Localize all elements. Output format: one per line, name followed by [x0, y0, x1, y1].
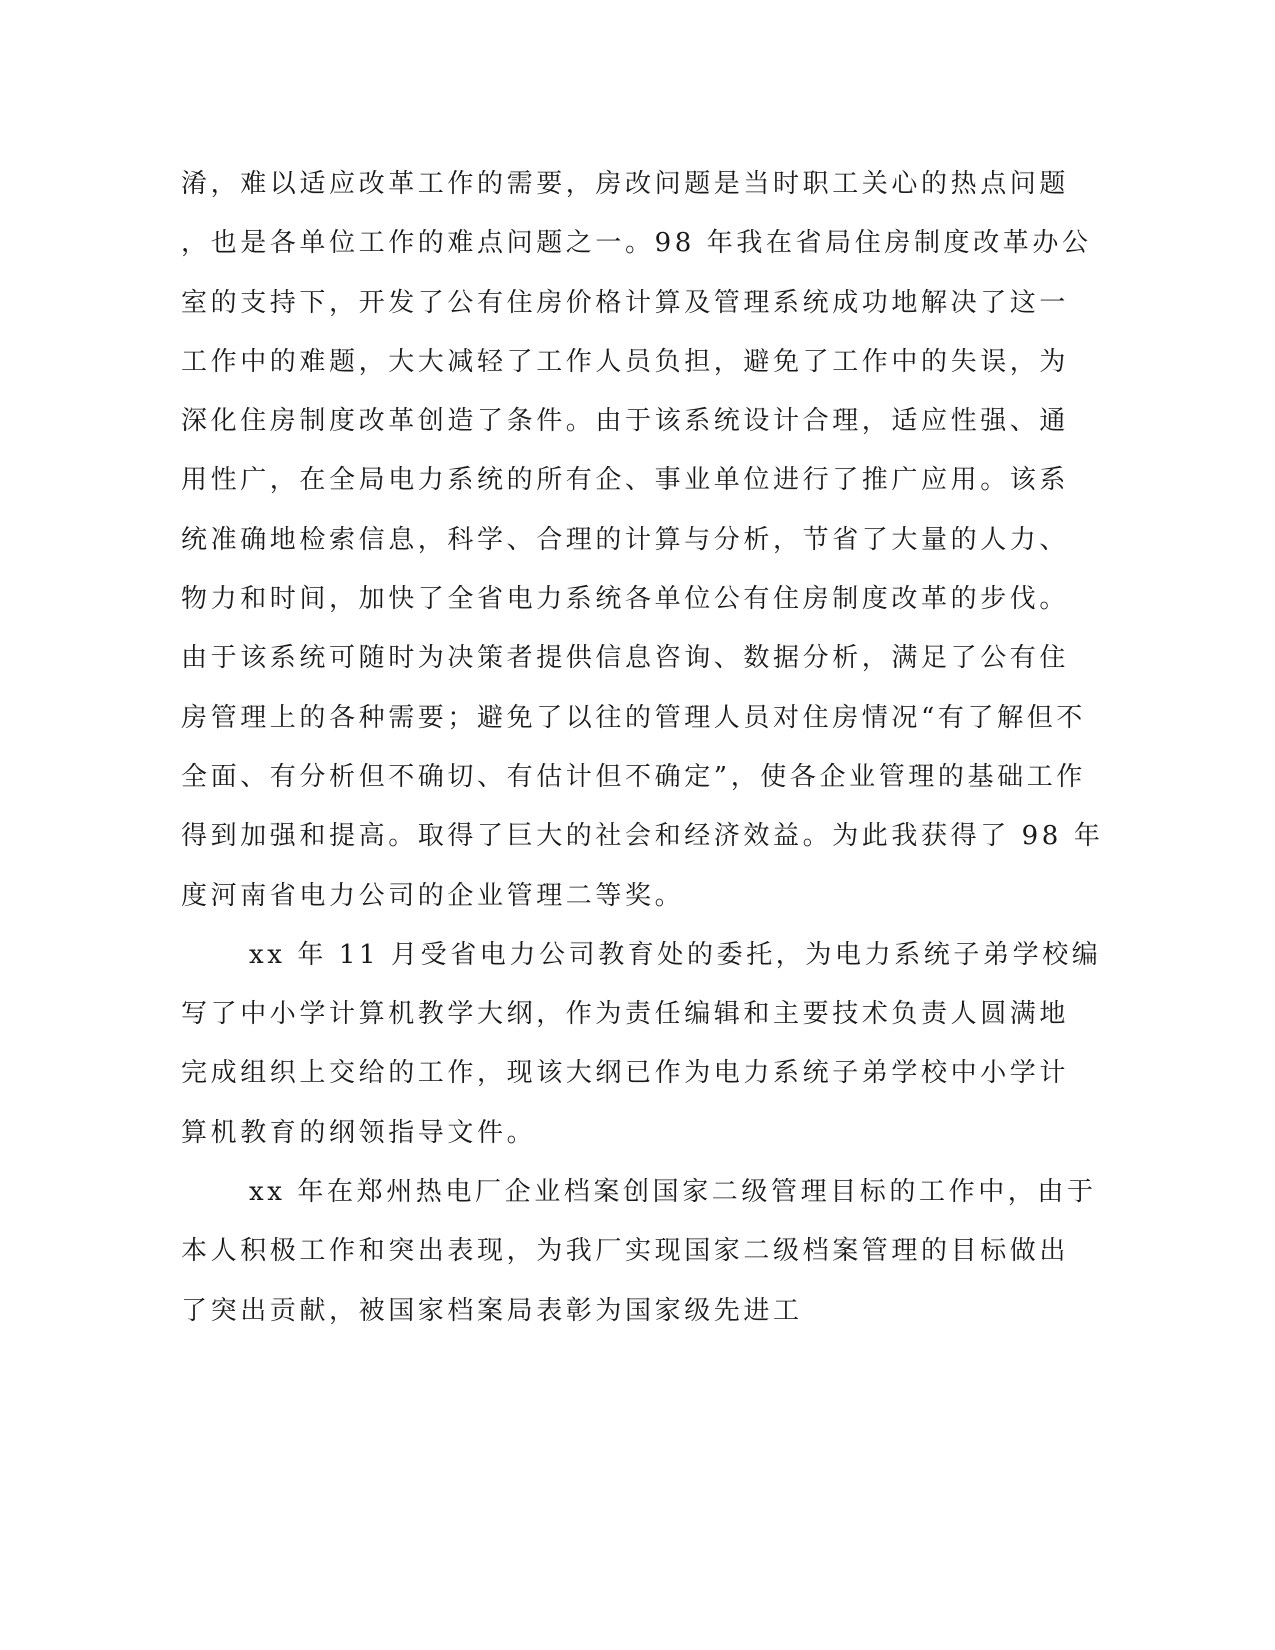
paragraph-first-line: xx 年在郑州热电厂企业档案创国家二级管理目标的工作中，由于 [249, 1177, 1097, 1208]
text-line: 物力和时间，加快了全省电力系统各单位公有住房制度改革的步伐。 [181, 584, 1070, 615]
text-line: 了突出贡献，被国家档案局表彰为国家级先进工 [181, 1295, 803, 1326]
text-line: 室的支持下，开发了公有住房价格计算及管理系统成功地解决了这一 [181, 287, 1070, 318]
text-line: 完成组织上交给的工作，现该大纲已作为电力系统子弟学校中小学计 [181, 1058, 1070, 1089]
text-line: ，也是各单位工作的难点问题之一。98 年我在省局住房制度改革办公 [181, 228, 1092, 259]
text-line: 算机教育的纲领指导文件。 [181, 1117, 537, 1148]
text-line: 用性广，在全局电力系统的所有企、事业单位进行了推广应用。该系 [181, 465, 1070, 496]
body-text [181, 155, 1104, 1341]
text-line: 统准确地检索信息，科学、合理的计算与分析，节省了大量的人力、 [181, 524, 1070, 555]
text-line: 本人积极工作和突出表现，为我厂实现国家二级档案管理的目标做出 [181, 1236, 1070, 1267]
text-line: 全面、有分析但不确切、有估计但不确定”，使各企业管理的基础工作 [181, 761, 1086, 792]
text-line: 写了中小学计算机教学大纲，作为责任编辑和主要技术负责人圆满地 [181, 999, 1070, 1030]
text-line: 淆，难以适应改革工作的需要，房改问题是当时职工关心的热点问题 [181, 169, 1070, 199]
text-line: 工作中的难题，大大减轻了工作人员负担，避免了工作中的失误，为 [181, 346, 1070, 377]
text-line: 房管理上的各种需要；避免了以往的管理人员对住房情况“有了解但不 [181, 702, 1086, 733]
text-line: 度河南省电力公司的企业管理二等奖。 [181, 880, 685, 911]
text-line: 得到加强和提高。取得了巨大的社会和经济效益。为此我获得了 98 年 [181, 821, 1104, 852]
text-line: 深化住房制度改革创造了条件。由于该系统设计合理，适应性强、通 [181, 406, 1070, 437]
paragraph-first-line: xx 年 11 月受省电力公司教育处的委托，为电力系统子弟学校编 [249, 939, 1102, 970]
text-line: 由于该系统可随时为决策者提供信息咨询、数据分析，满足了公有住 [181, 643, 1070, 674]
